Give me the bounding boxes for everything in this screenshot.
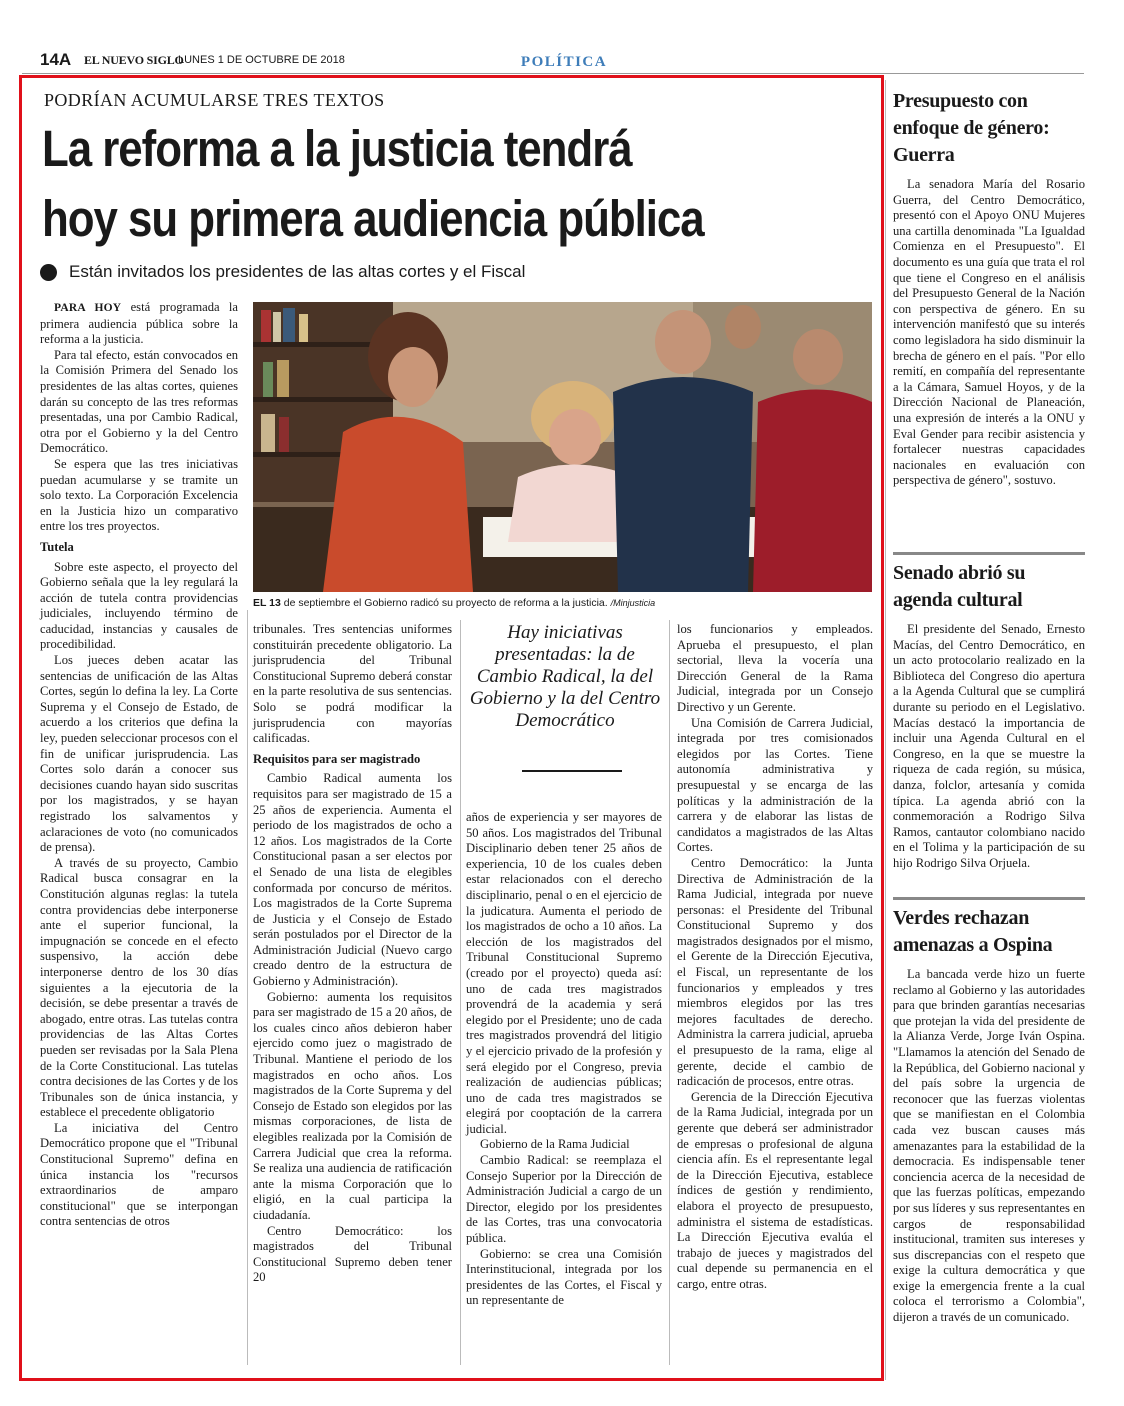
col3-p1: años de experiencia y ser mayores de 50 años. Los magistrados del Tribunal Disciplinario deben tener 25 años de experiencia, 10 de los cuales deben estar relacionados con el derecho disciplinario, penal o en el ejercicio de la judicatura. Aumenta el periodo de los magistrados de ocho a 10 años. La elección de los magistrados del Tribunal Constitucional Supremo (creado por el proyecto) queda así: uno de cada tres magistrados provendrá de la academia y será elegido por el Presidente; uno de cada tres magistrados provendrá del litigio y el ejercicio privado de la profesión y será elegido por el Congreso, previa realización de audiencias públicas; uno de cada tres magistrados se elegirá por cooptación de la carrera judicial. xyxy=(466,810,662,1136)
caption-text: de septiembre el Gobierno radicó su proyecto de reforma a la justicia. xyxy=(280,597,608,609)
sidebar-story-1-title: Presupuesto con enfoque de género: Guerra xyxy=(893,90,1050,166)
publication-date: LUNES 1 DE OCTUBRE DE 2018 xyxy=(178,54,345,66)
col1-p5: Los jueces deben acatar las sentencias de unificación de las Altas Cortes, según lo defina la ley. La Corte Suprema y el Consejo de Estado, de acuerdo a los criterios que defina la ley, pueden seleccionar procesos con el fin de unificar jurisprudencia. Las Cortes solo darán a conocer sus decisiones cuando hayan sido suscritas por los magistrados, y se hayan registrado los salvamentos y aclaraciones de voto (no comunicados de prensa). xyxy=(40,653,238,855)
photo-illustration xyxy=(253,302,872,592)
sidebar-story-3-body-wrap xyxy=(893,967,1085,1326)
pull-quote-rule xyxy=(522,770,622,772)
newspaper-name: EL NUEVO SIGLO xyxy=(84,53,184,67)
col4-p1: los funcionarios y empleados. Aprueba el presupuesto, el plan sectorial, lleva la vocería una Dirección General de la Rama Judicial, integrada por un Consejo Directivo y un Gerente. xyxy=(677,622,873,714)
photo-credit: /Minjusticia xyxy=(610,598,656,608)
sidebar-rule xyxy=(893,552,1085,555)
sidebar-divider xyxy=(885,80,886,1380)
header-rule xyxy=(22,73,1084,74)
col3-p4: Gobierno: se crea una Comisión Interinstitucional, integrada por los presidentes de las Cortes, el Fiscal y un representante de xyxy=(466,1246,662,1308)
col4-p4: Gerencia de la Dirección Ejecutiva de la Rama Judicial, integrada por un gerente que deberá ser administrador de empresas o profesional de alguna ciencia afín. Es el representante legal de la Dirección Ejecutiva, establece índices de gestión y rendimiento, elabora el proyecto de presupuesto, administra el sistema de estadísticas. La Dirección Ejecutiva evalúa el trabajo de jueces y magistrados del cual depende su permanencia en el cargo, entre otras. xyxy=(677,1089,873,1291)
col1-p7: La iniciativa del Centro Democrático propone que el "Tribunal Constitucional Supremo" defina en única instancia los "recursos extraordinarios de amparo constitucional" que se interpongan contra sentencias de otros xyxy=(40,1120,238,1229)
col1-p4: Sobre este aspecto, el proyecto del Gobierno señala que la ley regulará la acción de tutela contra providencias judiciales, incluyendo término de caducidad, instancias y causales de procedibilidad. xyxy=(40,559,238,652)
column-divider xyxy=(460,620,461,1365)
col3-p2: Gobierno de la Rama Judicial xyxy=(480,1137,630,1152)
article-subhead xyxy=(40,262,525,282)
sidebar-story-1-body-wrap xyxy=(893,177,1085,489)
photo-caption xyxy=(253,597,873,609)
sidebar-story-2 xyxy=(893,560,1085,872)
headline-line-2: hoy su primera audiencia pública xyxy=(42,190,704,247)
sidebar-story-3-body: La bancada verde hizo un fuerte reclamo al Gobierno y las autoridades para que brinden garantías necesarias que protejan la vida del presidente de la Alianza Verde, Jorge Iván Ospina. "Llamamos la atención del Senado de la República, del Gobierno nacional y del país sobre la urgencia de reconocer que las fuerzas violentas que se manifiestan en el Colombia cada vez buscan causes más amenazantes para la estabilidad de la democracia. Es indispensable tener conciencia acerca de la necesidad de que las fuerzas políticas, empezando por sus líderes y sus representantes en cargos de responsabilidad institucional, tramiten sus intereses y sus discrepancias con el respeto que exige la cultura democrática y que exige la emergencia frente a la cual coloca el terrorismo a Colombia", dijeron a través de un comunicado. xyxy=(893,967,1085,1325)
col4-p2: Una Comisión de Carrera Judicial, integrada por tres comisionados elegidos por las Cortes. Tiene autonomía administrativa y presupuestal y se encarga de las políticas y la administración de la carrera y de elaborar las listas de candidatos a magistrados de las Altas Cortes. xyxy=(677,715,873,855)
sidebar-story-3-title: Verdes rechazan amenazas a Ospina xyxy=(893,907,1053,956)
lead-in: PARA HOY xyxy=(54,302,122,314)
pull-quote: Hay iniciativas presentadas: la de Cambio Radical, la del Gobierno y la del Centro Democrático xyxy=(469,622,661,731)
sidebar-story-1-body: La senadora María del Rosario Guerra, del Centro Democrático, presentó con el Apoyo ONU Mujeres una cartilla denominada "La Igualdad Comienza en el Presupuesto". El documento es una guía que trata el rol que tiene el Congreso en el análisis del Presupuesto General de la Nación con perspectiva de género. En su intervención manifestó que su interés como legisladora ha sido disminuir la brecha de género en el país. "Por ello remití, en compañía del representante a la Cámara, Samuel Hoyos, y de la Dirección Nacional de Planeación, una expresión de interés a la ONU y Eval Gender para recibir asistencia y fortalecer nuestras capacidades nacionales en evaluación con perspectiva de género", sostuvo. xyxy=(893,177,1085,488)
page-number: 14A xyxy=(40,50,72,69)
sidebar-story-2-title: Senado abrió su agenda cultural xyxy=(893,562,1026,611)
col1-p3: Se espera que las tres iniciativas puedan acumularse y se tramite un solo texto. La Corporación Excelencia en la Justicia hizo un comparativo entre los tres proyectos. xyxy=(40,456,238,534)
column-divider xyxy=(247,610,248,1365)
col2-p1: tribunales. Tres sentencias uniformes constituirán precedente obligatorio. La jurisprudencia del Tribunal Constitucional Supremo deberá constar en la parte resolutiva de sus sentencias. Solo se podrá modificar la jurisprudencia con mayorías calificadas. xyxy=(253,622,452,746)
article-column-2 xyxy=(253,622,452,1286)
sidebar-rule xyxy=(893,897,1085,900)
sidebar-story-1 xyxy=(893,88,1085,489)
col2-p3: Gobierno: aumenta los requisitos para ser magistrado de 15 a 20 años, de los cuales cinco años debieron haber ejercido como juez o magistrado de Tribunal. Mantiene el periodo de los magistrados en ocho años. Los magistrados de la Corte Suprema y del Consejo de Estado son elegidos por las mismas corporaciones, de lista de elegibles realizada por la Comisión de Carrera Judicial que crea la reforma. Se realiza una audiencia de ratificación ante la misma Corporación que lo eligió, en la cual participa la ciudadanía. xyxy=(253,989,452,1222)
section-name: POLÍTICA xyxy=(520,54,608,70)
sidebar-story-2-body-wrap xyxy=(893,622,1085,872)
col2-p2: Cambio Radical aumenta los requisitos para ser magistrado de 15 a 25 años de experiencia. Aumenta el periodo de los magistrados de ocho a 12 años. Los magistrados de la Corte Constitucional pasan a ser electos por el Senado de una lista de elegibles conformada por concurso de méritos. Los magistrados de la Corte Suprema de Justicia y el Consejo de Estado serán postulados por el Director de la Administración Judicial (Nuevo cargo creado dentro de la estructura de Gobierno y Administración). xyxy=(253,771,452,989)
column-divider xyxy=(669,620,670,1365)
col3-p3: Cambio Radical: se reemplaza el Consejo Superior por la Dirección de Administración Judicial a cargo de un Director, elegido por los presidentes de las Cortes, tras una convocatoria pública. xyxy=(466,1153,662,1246)
article-column-4 xyxy=(677,622,873,1293)
sidebar-story-2-body: El presidente del Senado, Ernesto Macías, del Centro Democrático, en un acto protocolario realizado en la Biblioteca del Congreso dio apertura a la Agenda Cultural que se cumplirá durante su periodo en el Legislativo. Macías destacó la importancia de incluir una Agenda Cultural en el Congreso, en la que se muestre la riqueza de cada región, su música, danza, folclor, artesanía y comida típica. La agenda abrió con la conmemoración a Rodrigo Silva Ramos, cantautor colombiano nacido en el Tolima y la participación de su hijo Rodrigo Silva Orjuela. xyxy=(893,622,1085,870)
col1-p6: A través de su proyecto, Cambio Radical busca consagrar en la Constitución algunas reglas: la tutela contra providencias debe interponerse ante el superior funcional, la impugnación se concede en el efecto suspensivo, la acción debe interponerse dentro de los 30 días siguientes a la ejecutoria de la decisión, se debe presentar a través de abogado, entre otras. Las tutelas contra providencias de las Altas Cortes pueden ser revisadas por la Sala Plena de la Corte Constitucional. Las tutelas contra decisiones de las Cortes y de los Tribunales son de única instancia, y establece el precedente obligatorio xyxy=(40,855,238,1120)
subhead-text: Están invitados los presidentes de las altas cortes y el Fiscal xyxy=(69,262,526,281)
bullet-icon xyxy=(40,264,57,281)
article-photo xyxy=(253,302,872,592)
subheading-requisitos: Requisitos para ser magistrado xyxy=(253,751,421,766)
caption-lead: EL 13 xyxy=(253,597,281,609)
col1-p1: está programada la primera audiencia pública sobre la reforma a la justicia. xyxy=(40,300,238,347)
col4-p3: Centro Democrático: la Junta Directiva de Administración de la Rama Judicial, integrada por nueve personas: el Presidente del Tribunal Constitucional Supremo y dos magistrados designados por el mismo, el Gerente de la Dirección Ejecutiva, el Fiscal, un representante de los funcionarios y empleados y tres miembros elegidos por las tres mejores facultades de derecho. Administra la carrera judicial, aprueba el presupuesto de la rama, elige al gerente, decide el cambio de radicación de procesos, entre otras. xyxy=(677,855,873,1089)
article-column-3 xyxy=(466,810,662,1309)
subheading-tutela: Tutela xyxy=(40,539,74,554)
sidebar-story-3 xyxy=(893,905,1085,1326)
col2-p4: Centro Democrático: los magistrados del Tribunal Constitucional Supremo deben tener 20 xyxy=(253,1223,452,1285)
article-kicker: PODRÍAN ACUMULARSE TRES TEXTOS xyxy=(44,90,385,110)
headline-line-1: La reforma a la justicia tendrá xyxy=(42,120,632,177)
article-headline xyxy=(42,114,868,254)
col1-p2: Para tal efecto, están convocados en la Comisión Primera del Senado los presidentes de las altas cortes, quienes darán su concepto de las tres reformas presentadas, una por Cambio Radical, otra por el Gobierno y la del Centro Democrático. xyxy=(40,347,238,456)
article-column-1 xyxy=(40,300,238,1230)
